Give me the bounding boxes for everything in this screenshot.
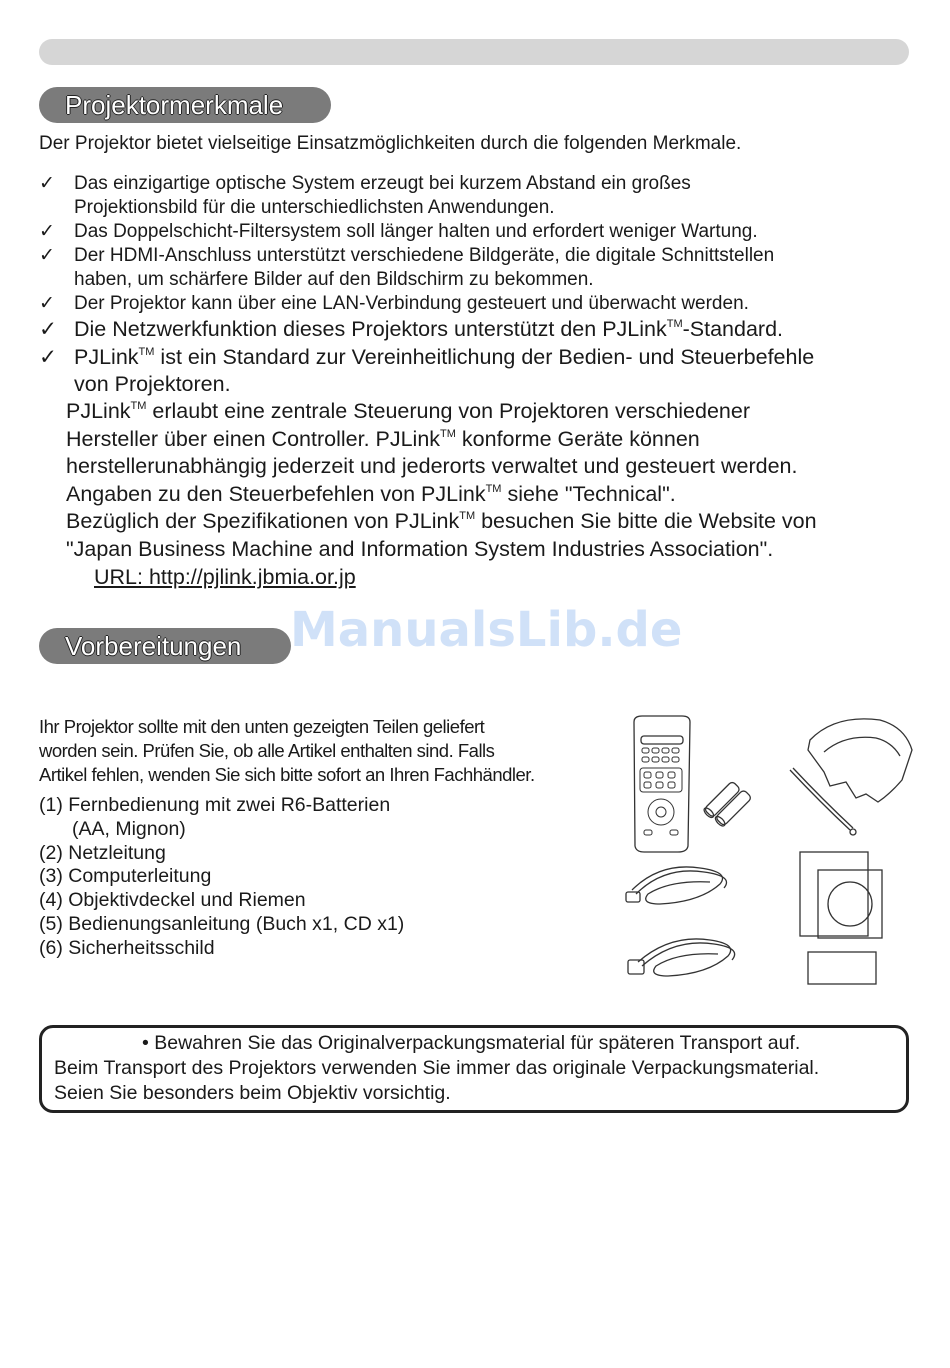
- part-item-continuation: (AA, Mignon): [72, 817, 186, 840]
- watermark: ManualsLib.de: [290, 602, 683, 658]
- feature-text: Projektionsbild für die unterschiedlichsten Anwendungen.: [74, 197, 555, 218]
- check-icon: ✓: [39, 317, 58, 341]
- text-part: erlaubt eine zentrale Steuerung von Projektoren verschiedener: [146, 399, 751, 423]
- section-title-preparation: Vorbereitungen: [39, 628, 291, 664]
- check-icon: ✓: [39, 293, 55, 314]
- part-item: (3) Computerleitung: [39, 865, 212, 888]
- trademark-mark: TM: [485, 482, 502, 495]
- text-part: siehe "Technical".: [501, 481, 676, 506]
- remote-control-icon: [634, 716, 690, 852]
- pjlink-line: "Japan Business Machine and Information System Industries Association".: [66, 536, 774, 561]
- feature-text: Der HDMI-Anschluss unterstützt verschiedene Bildgeräte, die digitale Schnittstellen: [74, 245, 775, 266]
- intro-line: worden sein. Prüfen Sie, ob alle Artikel enthalten sind. Falls: [39, 740, 495, 761]
- feature-text: Der Projektor kann über eine LAN-Verbindung gesteuert und überwacht werden.: [74, 293, 749, 314]
- pjlink-paragraph: [66, 398, 926, 591]
- feature-item: [39, 244, 919, 292]
- intro-line: Ihr Projektor sollte mit den unten gezeigten Teilen geliefert: [39, 716, 485, 737]
- header-bar: [39, 39, 909, 65]
- text-part: PJLink: [66, 399, 131, 423]
- part-item: (2) Netzleitung: [39, 841, 166, 864]
- feature-text-part: PJLink: [74, 344, 139, 369]
- pjlink-line: [66, 481, 926, 509]
- part-item: (1) Fernbedienung mit zwei R6-Batterien: [39, 794, 391, 816]
- feature-text-part: -Standard.: [682, 317, 784, 341]
- text-part: Bezüglich der Spezifikationen von PJLink: [66, 509, 460, 534]
- check-icon: ✓: [39, 245, 55, 266]
- note-box: [39, 1025, 909, 1113]
- feature-text-part: Die Netzwerkfunktion dieses Projektors unterstützt den PJLink: [74, 317, 667, 341]
- pjlink-line: [66, 426, 926, 454]
- strap-icon: [790, 768, 856, 835]
- intro-line: Artikel fehlen, wenden Sie sich bitte sofort an Ihren Fachhändler.: [39, 764, 535, 785]
- text-part: Hersteller über einen Controller. PJLink: [66, 426, 441, 451]
- text-part: konforme Geräte können: [455, 426, 700, 451]
- check-icon: ✓: [39, 221, 55, 242]
- feature-item: [39, 220, 919, 244]
- note-line: Seien Sie besonders beim Objektiv vorsichtig.: [54, 1082, 451, 1104]
- note-line: • Bewahren Sie das Originalverpackungsmaterial für späteren Transport auf.: [142, 1032, 801, 1054]
- feature-item: [39, 292, 919, 316]
- accessories-illustration: [620, 712, 920, 992]
- section-title-features: Projektormerkmale: [39, 87, 331, 123]
- batteries-icon: [702, 779, 751, 828]
- computer-cable-icon: [628, 939, 735, 976]
- features-intro: Der Projektor bietet vielseitige Einsatzmöglichkeiten durch die folgenden Merkmale.: [39, 133, 742, 154]
- feature-list: [39, 172, 919, 399]
- manual-and-cd-icon: [800, 852, 882, 938]
- feature-item: [39, 172, 919, 220]
- pjlink-url-line: [66, 564, 926, 592]
- feature-item-pjlink: [39, 344, 919, 399]
- feature-text: Das einzigartige optische System erzeugt bei kurzem Abstand ein großes: [74, 173, 691, 194]
- feature-item-network: [39, 316, 919, 344]
- feature-text: [74, 344, 919, 372]
- feature-text: von Projektoren.: [74, 372, 231, 396]
- feature-text: Das Doppelschicht-Filtersystem soll länger halten und erfordert weniger Wartung.: [74, 221, 758, 242]
- pjlink-line: [66, 398, 926, 426]
- text-part: Angaben zu den Steuerbefehlen von PJLink: [66, 481, 486, 506]
- trademark-mark: TM: [130, 400, 147, 412]
- trademark-mark: TM: [440, 427, 456, 440]
- part-item: (5) Bedienungsanleitung (Buch x1, CD x1): [39, 912, 405, 935]
- text-part: besuchen Sie bitte die Website von: [475, 509, 817, 534]
- feature-text: [74, 316, 919, 344]
- pjlink-line: herstellerunabhängig jederzeit und jederorts verwaltet und gesteuert werden.: [66, 454, 798, 479]
- feature-text-part: ist ein Standard zur Vereinheitlichung der Bedien- und Steuerbefehle: [154, 344, 815, 369]
- pjlink-line: [66, 508, 926, 536]
- part-item: (6) Sicherheitsschild: [39, 936, 215, 959]
- part-item: (4) Objektivdeckel und Riemen: [39, 889, 306, 912]
- parts-list: [39, 794, 404, 961]
- power-cord-icon: [626, 867, 727, 904]
- preparation-intro: [39, 715, 599, 787]
- lens-cover-icon: [808, 719, 912, 802]
- pjlink-url-link[interactable]: URL: http://pjlink.jbmia.or.jp: [94, 564, 356, 589]
- feature-text: haben, um schärfere Bilder auf den Bildschirm zu bekommen.: [74, 269, 594, 290]
- check-icon: ✓: [39, 173, 55, 194]
- note-line: Beim Transport des Projektors verwenden Sie immer das originale Verpackungsmaterial.: [54, 1057, 820, 1079]
- check-icon: ✓: [39, 344, 58, 369]
- trademark-mark: TM: [138, 345, 155, 358]
- safety-label-icon: [808, 952, 876, 984]
- trademark-mark: TM: [459, 510, 476, 523]
- trademark-mark: TM: [666, 318, 683, 330]
